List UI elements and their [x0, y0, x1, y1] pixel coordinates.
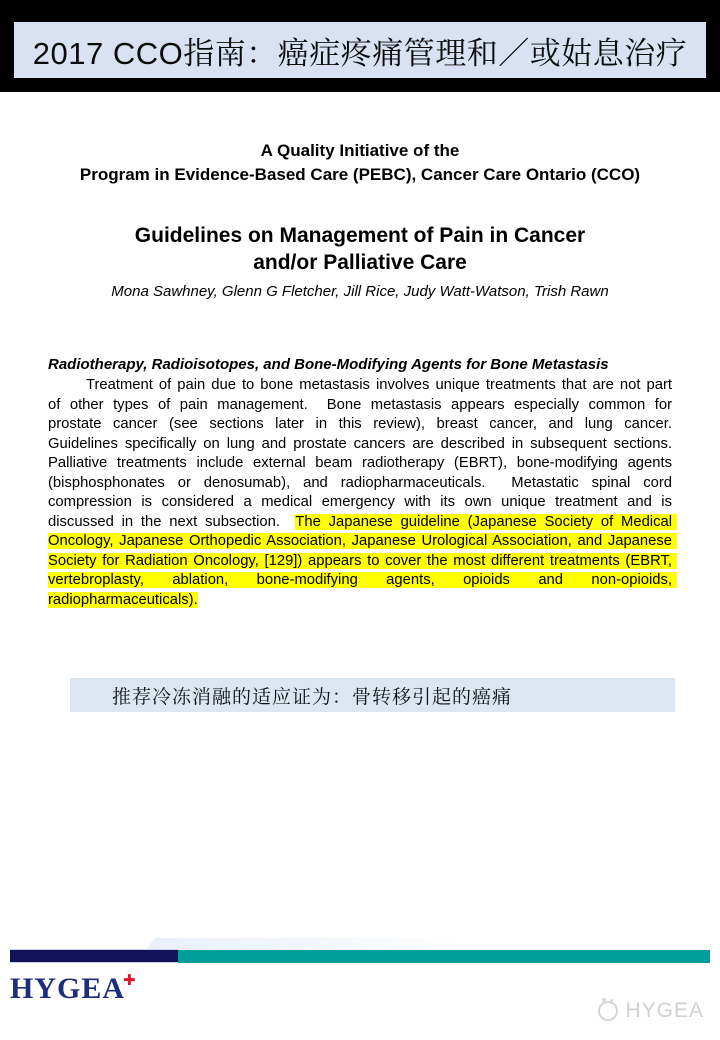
- footer-navy-bar: [10, 949, 178, 963]
- slide-title-text: 2017 CCO指南：癌症疼痛管理和／或姑息治疗: [32, 35, 688, 71]
- red-cross-icon: ✚: [123, 971, 137, 989]
- hygea-logo-text: HYGEA: [10, 972, 126, 1005]
- hygea-watermark-icon: [598, 1001, 618, 1021]
- recommendation-text: 推荐冷冻消融的适应证为：骨转移引起的癌痛: [112, 686, 513, 708]
- section-heading: Radiotherapy, Radioisotopes, and Bone-Modifying Agents for Bone Metastasis: [48, 356, 609, 373]
- body-section: [48, 356, 683, 610]
- document-title-line1: Guidelines on Management of Pain in Cancer: [134, 224, 586, 247]
- recommendation-box: [70, 678, 675, 712]
- footer-teal-bar: [178, 950, 710, 963]
- body-text-highlighted: The Japanese guideline (Japanese Society of Medical Oncology, Japanese Orthopedic Association, Japanese Urological Association, and Japanese Society for Radiation Oncology, [129]) appears to cover the most different treatments (EBRT, vertebroplasty, ablation, bone-modifying agents, opioids and non-opioids, radiopharmaceuticals).: [48, 513, 678, 608]
- body-paragraph: [48, 376, 683, 610]
- body-text-plain: Treatment of pain due to bone metastasis involves unique treatments that are not part of other types of pain management. Bone metastasis appears especially common for prostate cancer (see sections later in this review), breast cancer, and lung cancer. Guidelines specifically on lung and prostate cancers are described in subsequent sections. Palliative treatments include external beam radiotherapy (EBRT), bone-modifying agents (bisphosphonates or denosumab), and radiopharmaceuticals. Metastatic spinal cord compression is considered a medical emergency with its own unique treatment and is discussed in the next subsection.: [48, 377, 683, 530]
- document-title-line2: and/or Palliative Care: [253, 251, 467, 274]
- hygea-logo: [10, 972, 139, 1006]
- document-title: [0, 222, 720, 276]
- hygea-watermark: [598, 999, 704, 1023]
- hygea-watermark-text: HYGEA: [625, 999, 704, 1022]
- slide-title-bar: [14, 22, 706, 78]
- quality-initiative-line2: Program in Evidence-Based Care (PEBC), Cancer Care Ontario (CCO): [79, 165, 641, 184]
- authors-line: Mona Sawhney, Glenn G Fletcher, Jill Rice, Judy Watt-Watson, Trish Rawn: [111, 283, 609, 300]
- quality-initiative-line1: A Quality Initiative of the: [260, 141, 460, 160]
- top-black-band: [0, 0, 720, 92]
